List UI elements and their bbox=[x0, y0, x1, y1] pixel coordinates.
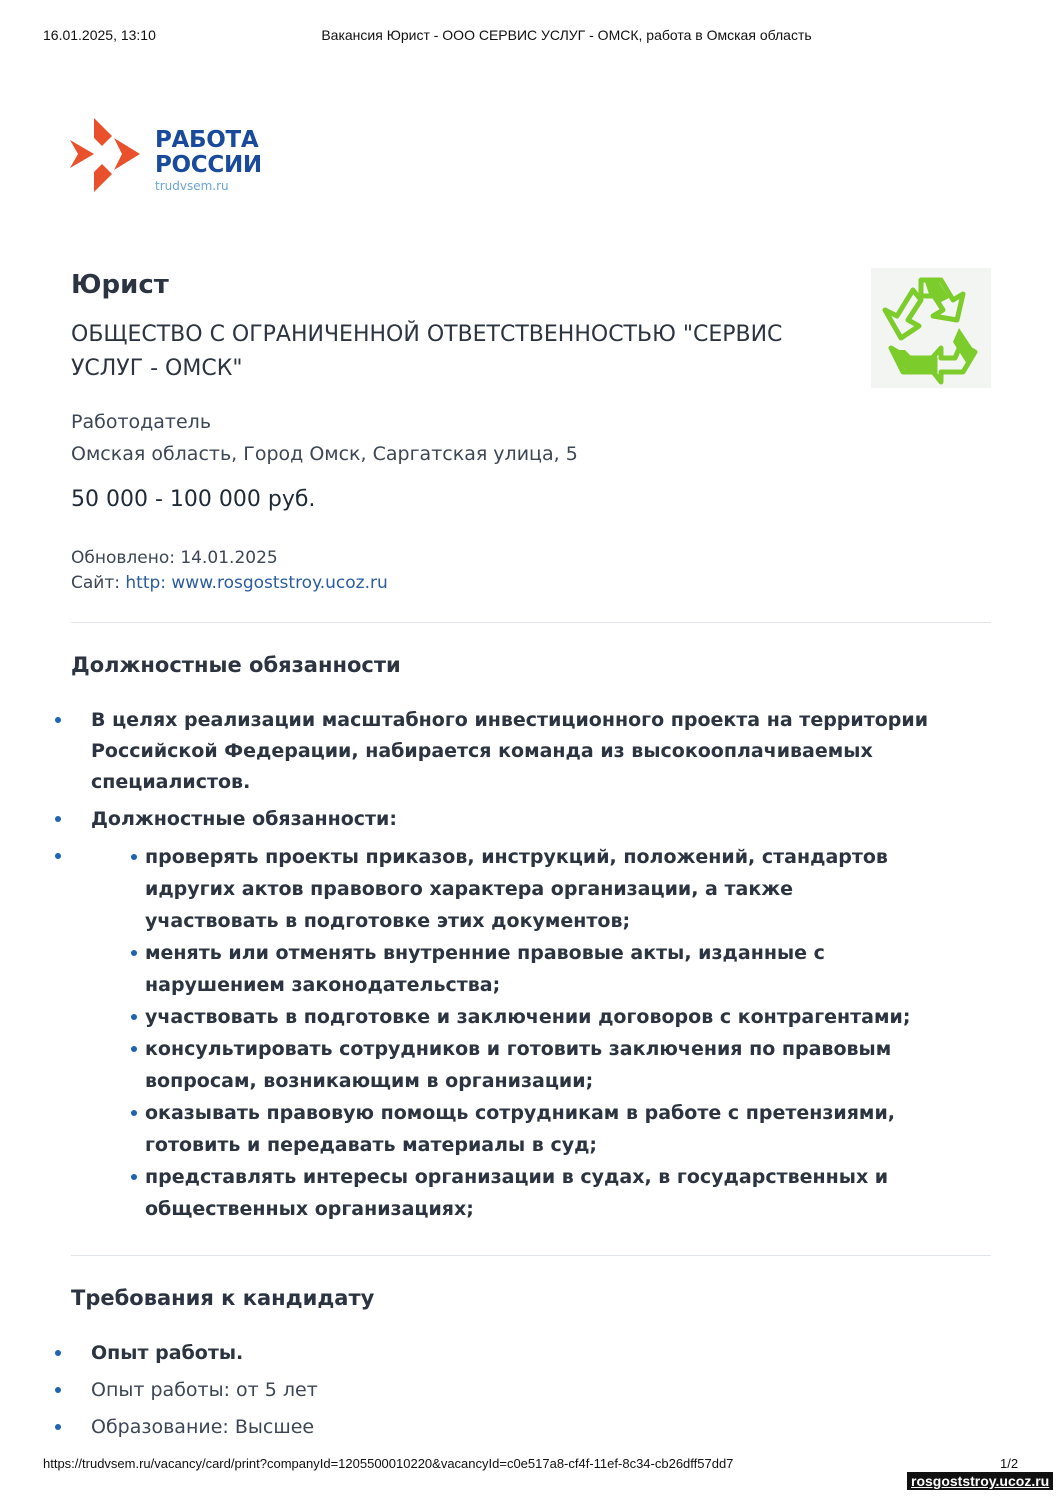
list-item: Образование: Высшее bbox=[0, 1412, 971, 1443]
list-item: Опыт работы. bbox=[0, 1338, 971, 1369]
logo-line-2: РОССИИ bbox=[155, 152, 262, 178]
requirements-list bbox=[0, 1338, 971, 1449]
list-item bbox=[0, 841, 971, 1225]
print-footer-url: https://trudvsem.ru/vacancy/card/print?companyId=1205500010220&vacancyId=c0e517a8-cf4f-11ef-8c34-cb26dff57dd7 bbox=[43, 1456, 734, 1471]
company-name: ОБЩЕСТВО С ОГРАНИЧЕННОЙ ОТВЕТСТВЕННОСТЬЮ "СЕРВИС УСЛУГ - ОМСК" bbox=[71, 322, 783, 381]
logo-line-1: РАБОТА bbox=[155, 127, 259, 153]
vacancy-title: Юрист bbox=[71, 270, 169, 300]
employer-address: Омская область, Город Омск, Саргатская улица, 5 bbox=[71, 443, 578, 465]
watermark: rosgoststroy.ucoz.ru bbox=[907, 1472, 1053, 1490]
site-logo[interactable] bbox=[70, 116, 290, 196]
list-item: Должностные обязанности: bbox=[0, 804, 971, 835]
print-header bbox=[43, 27, 1020, 47]
page-number: 1/2 bbox=[1000, 1456, 1019, 1471]
site-row bbox=[71, 573, 388, 593]
logo-arrows-icon bbox=[70, 116, 145, 196]
logo-url: trudvsem.ru bbox=[155, 179, 229, 193]
duties-list bbox=[0, 705, 971, 1231]
divider bbox=[71, 1255, 991, 1256]
print-datetime: 16.01.2025, 13:10 bbox=[43, 27, 156, 43]
print-doc-title: Вакансия Юрист - ООО СЕРВИС УСЛУГ - ОМСК, работа в Омская область bbox=[321, 27, 812, 43]
requirements-heading: Требования к кандидату bbox=[71, 1286, 375, 1310]
duty-item: проверять проекты приказов, инструкций, положений, стандартов идругих актов правового характера организации, а также участвовать в подготовке этих документов; bbox=[91, 841, 915, 937]
company-logo bbox=[871, 268, 991, 388]
duties-heading: Должностные обязанности bbox=[71, 653, 401, 677]
logo-wordmark bbox=[155, 128, 262, 178]
site-label: Сайт: bbox=[71, 573, 120, 593]
duties-sub-list bbox=[91, 841, 971, 1225]
list-item: Опыт работы: от 5 лет bbox=[0, 1375, 971, 1406]
updated-date: Обновлено: 14.01.2025 bbox=[71, 548, 278, 568]
duty-item: представлять интересы организации в судах, в государственных и общественных организациях; bbox=[91, 1161, 915, 1225]
site-link[interactable]: http: www.rosgoststroy.ucoz.ru bbox=[125, 573, 388, 593]
duty-item: участвовать в подготовке и заключении договоров с контрагентами; bbox=[91, 1001, 915, 1033]
salary: 50 000 - 100 000 руб. bbox=[71, 487, 316, 512]
duty-item: оказывать правовую помощь сотрудникам в работе с претензиями, готовить и передавать материалы в суд; bbox=[91, 1097, 915, 1161]
duty-item: консультировать сотрудников и готовить заключения по правовым вопросам, возникающим в организации; bbox=[91, 1033, 915, 1097]
duty-item: менять или отменять внутренние правовые акты, изданные с нарушением законодательства; bbox=[91, 937, 915, 1001]
divider bbox=[71, 622, 991, 623]
recycle-icon bbox=[871, 268, 991, 388]
employer-label: Работодатель bbox=[71, 411, 212, 433]
list-item: В целях реализации масштабного инвестиционного проекта на территории Российской Федерации, набирается команда из высокооплачиваемых специалистов. bbox=[0, 705, 971, 798]
